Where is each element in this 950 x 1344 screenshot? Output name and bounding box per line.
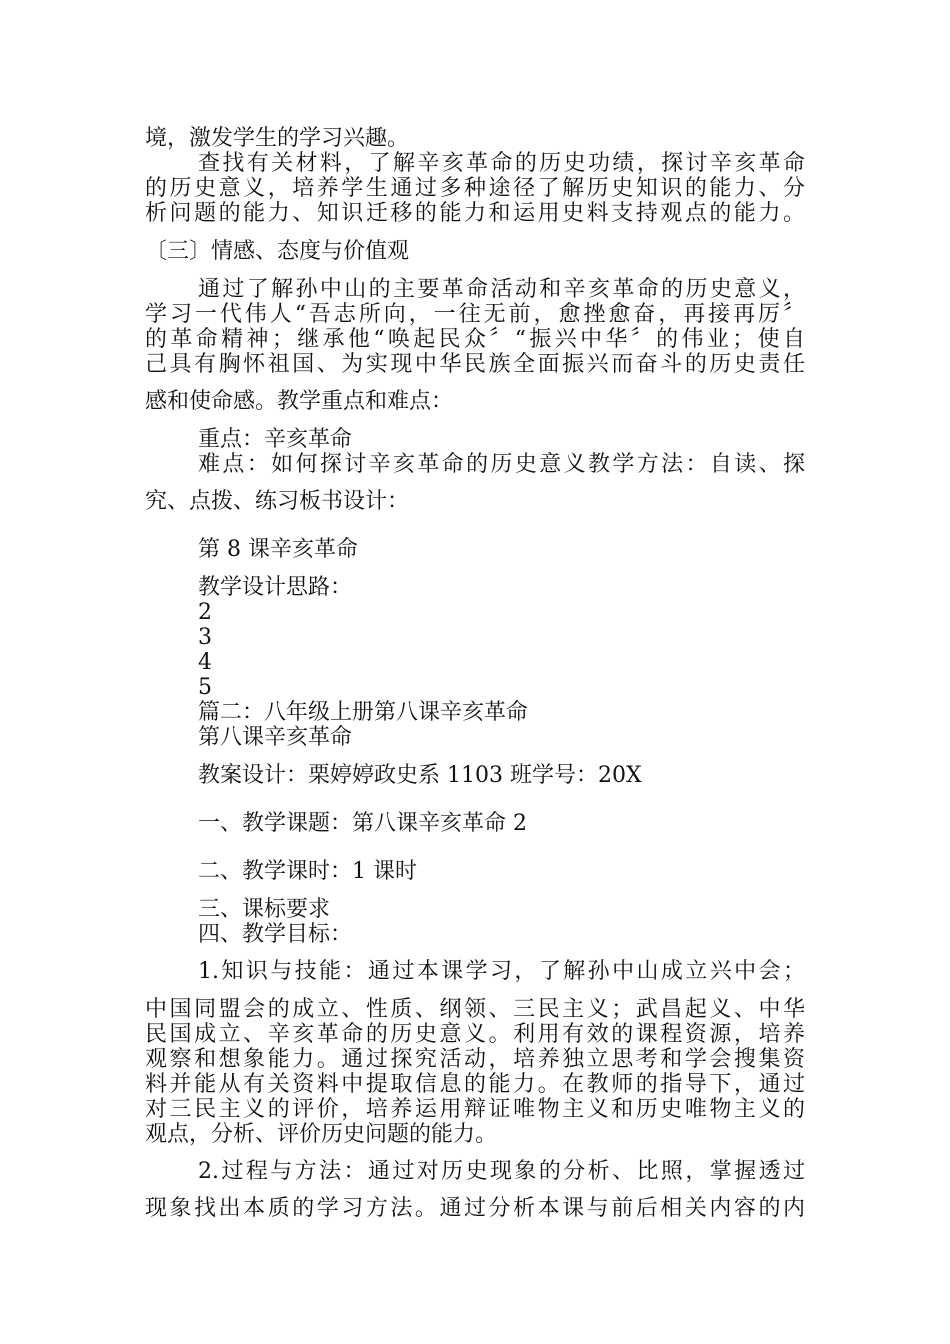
section-heading: 篇二：八年级上册第八课辛亥革命: [198, 700, 529, 725]
list-number: 4: [198, 650, 212, 675]
text-line: 民国成立、辛亥革命的历史意义。利用有效的课程资源，培养: [145, 1022, 805, 1047]
text-line: 的革命精神；继承他“唤起民众〞“振兴中华〞的伟业；使自: [145, 327, 805, 352]
text-line: 查找有关材料，了解辛亥革命的历史功绩，探讨辛亥革命: [198, 151, 805, 176]
text-line: 二、教学课时：1 课时: [198, 859, 417, 884]
text-line: 难点：如何探讨辛亥革命的历史意义教学方法：自读、探: [198, 452, 805, 477]
text-line: 观点，分析、评价历史问题的能力。: [145, 1122, 498, 1147]
text-line: 学习一代伟人“吾志所向，一往无前，愈挫愈奋，再接再厉〞: [145, 302, 805, 327]
text-line: 通过了解孙中山的主要革命活动和辛亥革命的历史意义，: [198, 277, 805, 302]
list-number: 2: [198, 600, 212, 625]
lesson-title: 第 8 课辛亥革命: [198, 537, 358, 562]
text-line: 重点：辛亥革命: [198, 427, 353, 452]
text-line: 1.知识与技能：通过本课学习，了解孙中山成立兴中会；: [198, 959, 805, 984]
text-line: 三、课标要求: [198, 897, 331, 922]
text-line: 四、教学目标：: [198, 922, 353, 947]
text-line: 2.过程与方法：通过对历史现象的分析、比照，掌握透过: [198, 1159, 805, 1184]
text-line: 教学设计思路：: [198, 575, 353, 600]
text-line: 料并能从有关资料中提取信息的能力。在教师的指导下，通过: [145, 1072, 805, 1097]
text-line: 观察和想象能力。通过探究活动，培养独立思考和学会搜集资: [145, 1047, 805, 1072]
text-line: 己具有胸怀祖国、为实现中华民族全面振兴而奋斗的历史责任: [145, 352, 805, 377]
text-line: 的历史意义，培养学生通过多种途径了解历史知识的能力、分: [145, 176, 805, 201]
text-line: 究、点拨、练习板书设计：: [145, 489, 410, 514]
text-line: 中国同盟会的成立、性质、纲领、三民主义；武昌起义、中华: [145, 997, 805, 1022]
text-line: 感和使命感。教学重点和难点：: [145, 389, 454, 414]
list-number: 5: [198, 675, 212, 700]
text-line: 析问题的能力、知识迁移的能力和运用史料支持观点的能力。: [145, 201, 805, 226]
text-line: 教案设计：栗婷婷政史系 1103 班学号：20X: [198, 763, 642, 788]
text-line: 境，激发学生的学习兴趣。: [145, 126, 410, 151]
text-line: 对三民主义的评价，培养运用辩证唯物主义和历史唯物主义的: [145, 1097, 805, 1122]
list-number: 3: [198, 625, 212, 650]
text-line: 现象找出本质的学习方法。通过分析本课与前后相关内容的内: [145, 1196, 805, 1221]
lesson-title: 第八课辛亥革命: [198, 725, 353, 750]
section-heading: 〔三〕情感、态度与价值观: [145, 239, 410, 264]
text-line: 一、教学课题：第八课辛亥革命 2: [198, 811, 527, 836]
